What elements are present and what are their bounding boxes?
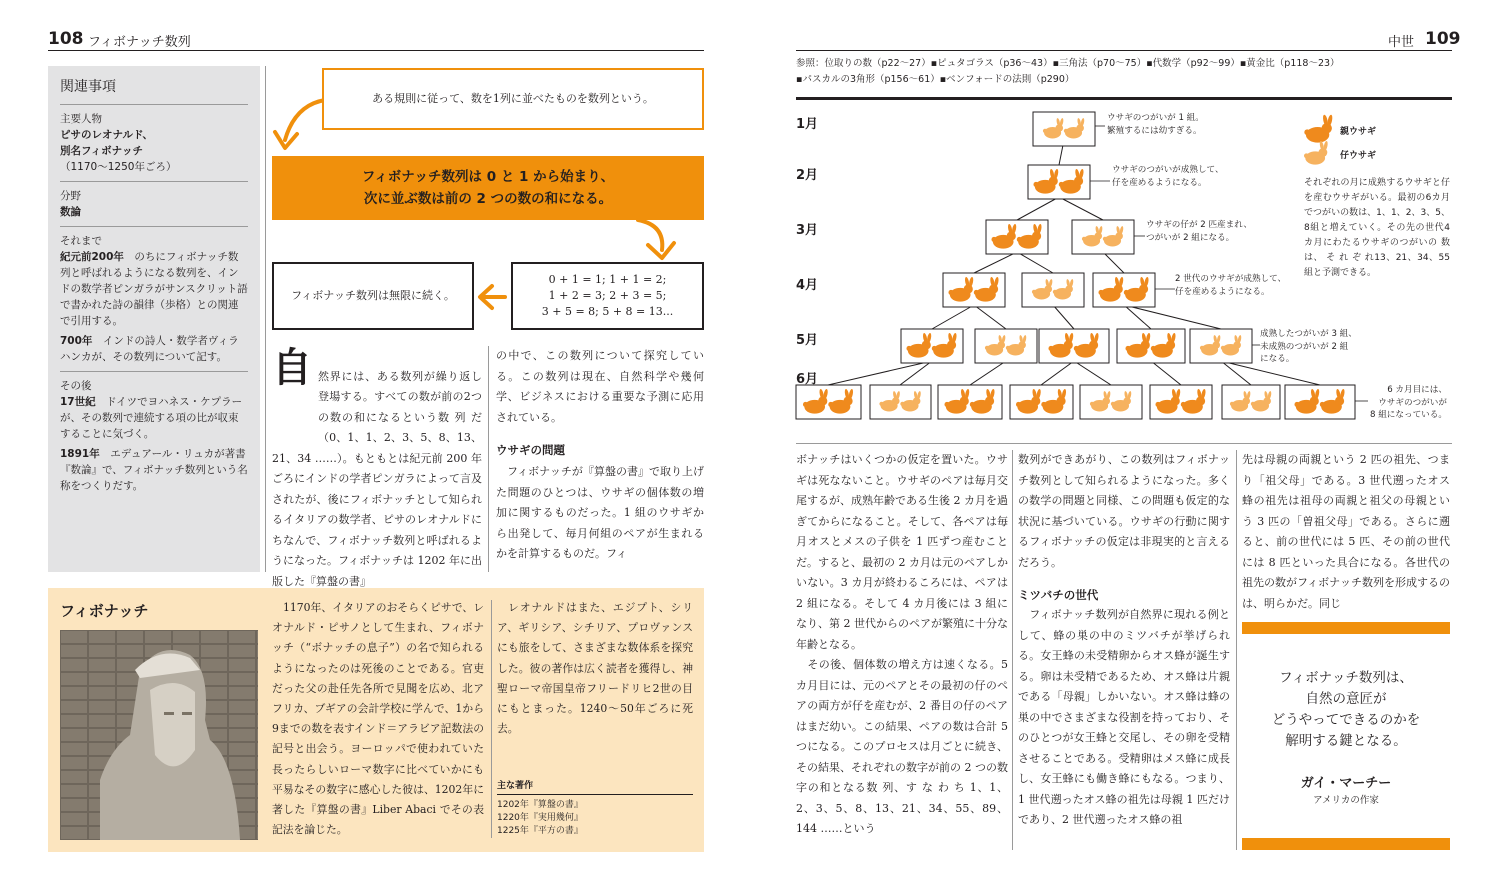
rabbit-pair-box — [1033, 112, 1095, 146]
tree-connector — [974, 305, 1006, 329]
right-page-number: 109 — [1425, 29, 1461, 49]
month-label: 1月 — [796, 117, 819, 132]
sidebar-people — [60, 111, 248, 175]
flow-box-definition — [322, 68, 704, 130]
rabbit-pair-box — [1039, 329, 1109, 363]
section-heading-rabbit: ウサギの問題 — [496, 443, 565, 457]
dropcap-spacer — [272, 367, 318, 429]
flow-box-infinite — [272, 262, 474, 330]
column-rule — [1236, 450, 1237, 850]
quote-top-bar — [1242, 622, 1450, 634]
flow-box-rule — [272, 156, 704, 220]
flow-box-rule-line2: 次に並ぶ数は前の 2 つの数の和になる。 — [363, 191, 613, 207]
timeline-text: インドの詩人・数学者ヴィラハンカが、その数列について記す。 — [60, 335, 239, 363]
tree-connector — [1053, 305, 1074, 329]
left-running-title: フィボナッチ数列 — [88, 35, 191, 50]
biography-box — [48, 588, 704, 852]
column-rule — [491, 600, 492, 838]
fibonacci-portrait-image — [60, 630, 258, 840]
rabbit-pair-box — [975, 329, 1037, 363]
sidebar-before-label: それまで — [60, 235, 102, 247]
left-body-col1-text: 然界には、ある数列が繰り返し登場する。すべての数が前の2つの数の和になるという数 列 だ（0、1、1、2、3、5、8、13、21、34 ……）。もともとは紀元前 200 年ごろにインドの学者ピンガラによって言及されたが、後にフィボナッチとして知られるイタリアの数学者、ピサのレオナルドにちなんで、フィボナッチ数列と呼ばれるようになった。フィボナッチは 1202 年に出版した『算盤の書』 — [272, 369, 482, 588]
column-rule — [1012, 450, 1013, 850]
month-label: 6月 — [796, 372, 819, 387]
tree-connector — [974, 252, 1017, 273]
timeline-year: 1891年 — [60, 448, 100, 460]
right-body-col1: ボナッチはいくつかの仮定を置いた。ウサギは死なないこと。ウサギのペアは毎月交尾するが、成熟年齢である生後 2 カ月を過ぎてからになること。そして、各ペアは毎月オスとメスの子供を 1 匹ずつ産むことだ。すると、最初の 2 カ月は元のペアしかいない。3 カ月が終わるころには、ペアは 2 組になる。そして 4 カ月後には 3 組になり、第 2 世代からのペアが繁殖に十分な年齢となる。 その後、個体数の増え方は速くなる。5 カ月目には、元のペアとその最初の仔のペアの両方が仔を産むが、2 番目の仔のペアはまだ幼い。この結果、ペアの数は合計 5 つになる。このプロセスは月ごとに続き、その結果、それぞれの数字が前の 2 つの数字の和となる数 列、す な わ ち 1、1、2、3、5、8、13、21、34、55、89、144 ……という — [796, 453, 1008, 835]
flow-box-examples — [511, 262, 704, 330]
flow-example-line1: 0 + 1 = 1; 1 + 1 = 2; — [548, 273, 667, 286]
sidebar-divider — [265, 66, 266, 572]
rabbit-pair-box — [1072, 220, 1134, 254]
related-info-sidebar — [48, 66, 260, 572]
flow-box-definition-text: ある規則に従って、数を1列に並べたものを数列という。 — [372, 92, 654, 105]
young-rabbit-icon — [1304, 141, 1328, 165]
major-works-rule — [497, 794, 693, 795]
tree-connector — [970, 361, 1006, 385]
legend-icons — [1302, 114, 1336, 166]
right-body-col3: 先は母親の両親という 2 匹の祖先、つまり「祖父母」である。3 世代遡ったオス蜂の祖先は祖母の両親と祖父の母親という 3 匹の「曽祖父母」である。さらに遡ると、前の世代には 5 匹、その前の世代には 8 匹といった具合になる。各世代の祖先の数がフィボナッチ数列を形成するのは、明らかだ。同じ — [1242, 453, 1450, 610]
sidebar-field-value: 数論 — [60, 206, 81, 218]
sidebar-people-1: ピサのレオナルド、 — [60, 129, 154, 141]
legend-adult-label: 親ウサギ — [1340, 127, 1377, 137]
timeline-year: 紀元前200年 — [60, 251, 124, 263]
month-label: 3月 — [796, 223, 819, 238]
timeline-text: エデュアール・リュカが著書『数論』で、フィボナッチ数列という名称をつくりだす。 — [60, 448, 248, 492]
tree-connector — [932, 305, 974, 329]
diagram-rule — [796, 443, 1452, 444]
quote-bottom-bar — [1242, 838, 1450, 850]
column-rule — [488, 346, 489, 572]
cross-ref-line2: ▪パスカルの3角形（p156～61）▪ベンフォードの法則（p290） — [796, 74, 1075, 85]
sidebar-before — [60, 233, 248, 365]
major-work-item: 1202年『算盤の書』 — [497, 800, 583, 810]
right-header-rule — [796, 50, 1452, 51]
diagram-note-month5: 成熟したつがいが 3 組、 未成熟のつがいが 2 組 になる。 — [1260, 329, 1357, 364]
diagram-note-month2: ウサギのつがいが成熟して、 仔を産めるようになる。 — [1112, 165, 1224, 188]
left-body-col2b: フィボナッチが『算盤の書』で取り上げた問題のひとつは、ウサギの個体数の増加に関するものだった。1 組のウサギから出発して、毎月何組のペアが生まれるかを計算するものだ。フィ — [496, 465, 704, 560]
tree-connector — [1017, 197, 1059, 220]
month-label: 5月 — [796, 333, 819, 348]
adult-rabbit-icon — [1304, 114, 1333, 142]
sidebar-rule — [60, 371, 248, 372]
biography-title: フィボナッチ — [60, 602, 149, 620]
month-label: 2月 — [796, 168, 819, 183]
left-header-rule — [48, 50, 704, 51]
left-page-number: 108 — [48, 29, 84, 49]
diagram-note-month1: ウサギのつがいが 1 組。 繁殖するには幼すぎる。 — [1107, 113, 1204, 136]
month-label: 4月 — [796, 278, 819, 293]
rabbit-pair-box — [1022, 273, 1084, 307]
diagram-note-month6: 6 カ月目には、 ウサギのつがいが 8 組になっている。 — [1370, 385, 1447, 420]
pull-quote-author-role: アメリカの作家 — [1313, 795, 1379, 806]
diagram-note-month4: 2 世代のウサギが成熟して、 仔を産めるようになる。 — [1175, 274, 1287, 297]
tree-connector — [1017, 252, 1053, 273]
biography-col2: レオナルドはまた、エジプト、シリア、ギリシア、シチリア、プロヴァンスにも旅をして、さまざまな数体系を探究した。彼の著作は広く読者を獲得し、神聖ローマ帝国皇帝フリードリヒ2世の目にもとまった。1240～50年ごろに死去。 — [497, 601, 693, 736]
sidebar-after — [60, 378, 248, 494]
timeline-year: 17世紀 — [60, 396, 96, 408]
flow-arrow-1 — [285, 100, 325, 140]
major-works — [497, 778, 693, 838]
biography-col1: 1170年、イタリアのおそらくピサで、レオナルド・ピサノとして生まれ、フィボナッチ（“ボナッチの息子”）の名で知られるようになったのは死後のことである。官吏だった父の赴任先各所で見聞を広め、北アフリカ、ブギアの会計学校に学んで、1から9までの数を表すインド＝アラビア記数法の記号と出会う。ヨーロッパで使われていた長ったらしいローマ数字に比べていかにも平易なその数字に感心した彼は、1202年に著した『算盤の書』Liber Abaci でその表記法を論じた。 — [272, 601, 484, 837]
sidebar-rule — [60, 226, 248, 227]
tree-connector — [1074, 361, 1111, 385]
rabbit-pair-box — [1190, 329, 1252, 363]
flow-box-rule-line1: フィボナッチ数列は 0 と 1 から始まり、 — [361, 169, 615, 185]
sidebar-after-label: その後 — [60, 380, 92, 392]
left-body-col2a: の中で、この数列について探究している。この数列は現在、自然科学や幾何学、ビジネスにおける重要な予測に応用されている。 — [496, 349, 704, 424]
sidebar-field — [60, 188, 248, 220]
sidebar-people-2: 別名フィボナッチ — [60, 145, 143, 157]
diagram-explanation: それぞれの月に成熟するウサギと仔を産むウサギがいる。最初の6カ月でつがいの数は、1、1、2、3、5、8組と増えていく。その先の世代4カ月にわたるウサギのつがいの 数 は、 そ れ ぞ れ13、21、34、55組と予測できる。 — [1304, 178, 1450, 278]
right-running-era: 中世 — [1388, 35, 1415, 50]
right-body-col2a: 数列ができあがり、この数列はフィボナッチ数列として知られるようになった。多くの数学の問題と同様、この問題も仮定的な状況に基づいている。ウサギの行動に関するフィボナッチの仮定は非現実的と言えるだろう。 — [1018, 453, 1230, 569]
sidebar-people-label: 主要人物 — [60, 113, 102, 125]
section-heading-bees: ミツバチの世代 — [1018, 588, 1099, 602]
sidebar-field-label: 分野 — [60, 190, 81, 202]
tree-connector — [1103, 252, 1124, 273]
sidebar-rule — [60, 181, 248, 182]
rabbit-pair-box — [1080, 385, 1142, 419]
legend-young-label: 仔ウサギ — [1340, 151, 1377, 161]
rabbit-pair-box — [870, 385, 931, 419]
flow-example-line2: 1 + 2 = 3; 2 + 3 = 5; — [548, 289, 667, 302]
diagram-note-month3: ウサギの仔が 2 匹産まれ、 つがいが 2 組になる。 — [1146, 220, 1252, 243]
right-body-col2 — [1018, 450, 1230, 860]
left-body-col1 — [272, 346, 482, 588]
tree-connector — [1059, 197, 1103, 220]
sidebar-title: 関連事項 — [60, 79, 116, 95]
cross-ref-line1: 参照：位取りの数（p22～27）▪ピュタゴラス（p36～43）▪三角法（p70～75）▪代数学（p92～99）▪黄金比（p118～23） — [796, 58, 1340, 69]
timeline-text: のちにフィボナッチ数列と呼ばれるようになる数列を、インドの数学者ピンガラがサンスクリット語で書かれた詩の韻律（歩格）との関連で引用する。 — [60, 251, 248, 327]
sidebar-rule — [60, 104, 248, 105]
flow-example-line3: 3 + 5 = 8; 5 + 8 = 13... — [541, 305, 674, 318]
tree-connector — [1124, 305, 1221, 329]
pull-quote-text: フィボナッチ数列は、 自然の意匠が どうやってできるのかを 解明する鍵となる。 — [1271, 670, 1421, 749]
dropcap: 自 — [272, 344, 312, 391]
tree-connector — [1041, 361, 1074, 385]
major-work-item: 1225年『平方の書』 — [497, 826, 583, 836]
cross-references — [796, 56, 1452, 88]
timeline-year: 700年 — [60, 335, 93, 347]
sidebar-people-dates: （1170～1250年ごろ） — [60, 161, 177, 173]
major-works-title: 主な著作 — [497, 781, 534, 791]
tree-connector — [1151, 361, 1181, 385]
rabbit-pair-box — [1222, 385, 1280, 419]
pull-quote-author: ガイ・マーチー — [1300, 776, 1392, 791]
right-body-col2b: フィボナッチ数列が自然界に現れる例として、蜂の巣の中のミツバチが挙げられる。女王蜂の未受精卵からオス蜂が誕生する。卵は未受精であるため、オス蜂は片親である「母親」しかいない。オス蜂は蜂の巣の中でさまざまな役割を持っており、そのひとつが女王蜂と交尾し、その卵を受精させることである。受精卵はメス蜂に成長し、女王蜂にも働き蜂にもなる。つまり、1 世代遡ったオス蜂の祖先は母親 1 匹だけであり、2 世代遡ったオス蜂の祖 — [1018, 608, 1230, 826]
rabbit-pair-box — [1285, 385, 1355, 419]
left-body-col2 — [496, 346, 704, 576]
flow-box-infinite-text: フィボナッチ数列は無限に続く。 — [291, 289, 455, 302]
major-work-item: 1220年『実用幾何』 — [497, 813, 583, 823]
timeline-text: ドイツでヨハネス・ケプラーが、その数列で連続する項の比が収束することに気づく。 — [60, 396, 243, 440]
